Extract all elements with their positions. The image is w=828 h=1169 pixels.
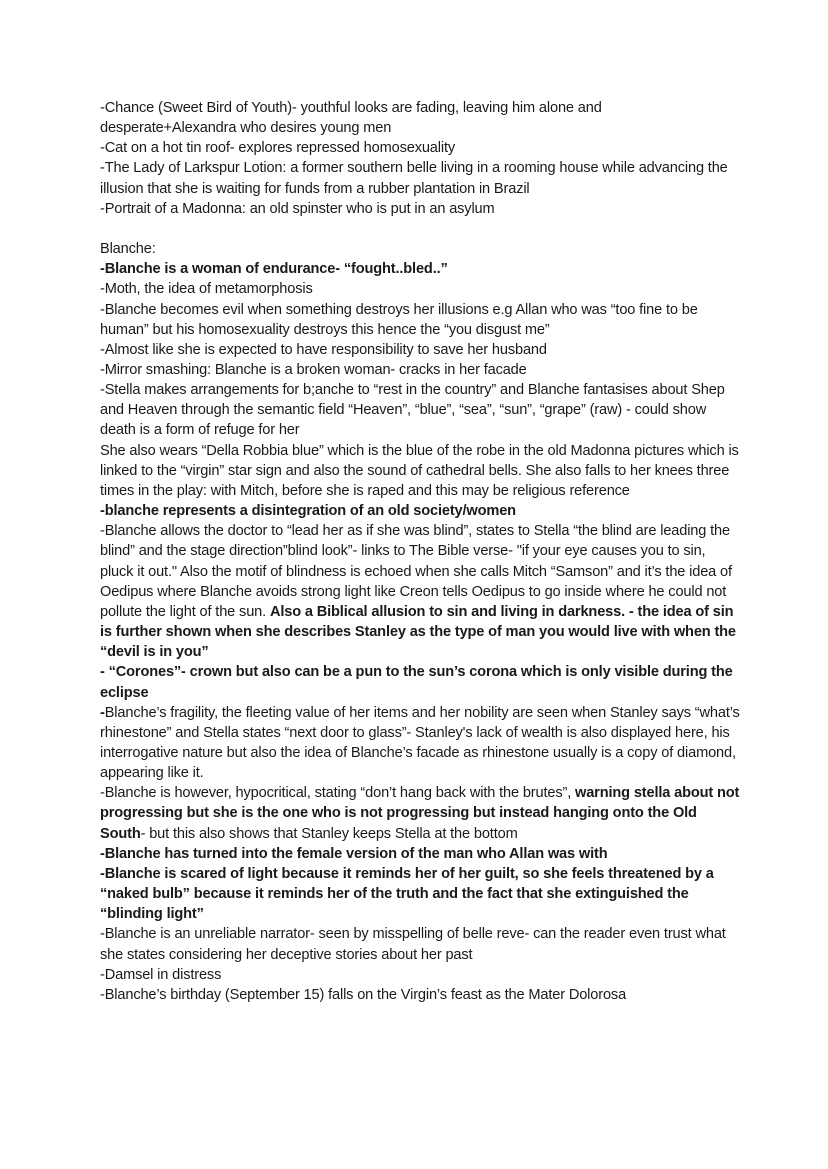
intro-item-portrait-madonna: -Portrait of a Madonna: an old spinster who is put in an asylum [100, 200, 495, 217]
note-fragility [100, 703, 740, 784]
note-unreliable-narrator: -Blanche is an unreliable narrator- seen by misspelling of belle reve- can the reader even trust what she states considering her deceptive stories about her past [100, 926, 726, 963]
note-hypocritical-bold: warning stella about not progressing but she is the one who is not progressing but instead hanging onto the Old South [100, 785, 740, 842]
note-mirror-smashing: -Mirror smashing: Blanche is a broken woman- cracks in her facade [100, 362, 527, 379]
note-disintegration: -blanche represents a disintegration of an old society/women [100, 503, 516, 520]
note-fragility-text: Blanche’s fragility, the fleeting value of her items and her nobility are seen when Stanley says “what’s rhinestone” and Stella states “next door to glass”- Stanley's lack of wealth is also displayed here, his interrogative nature but also the idea of Blanche’s facade as rhinestone usually is a copy of diamond, appearing like it. [100, 704, 740, 782]
note-fragility-dash: - [100, 704, 105, 721]
document-page [100, 98, 740, 1005]
note-blindness-biblical: Also a Biblical allusion to sin and living in darkness. - the idea of sin is further shown when she describes Stanley as the type of man you would live with when the “devil is in you” [100, 603, 736, 661]
note-rest-in-country: -Stella makes arrangements for b;anche to “rest in the country” and Blanche fantasises about Shep and Heaven through the semantic field “Heaven”, “blue”, “sea”, “sun”, “grape” (raw) - could show death is a form of refuge for her [100, 382, 725, 439]
note-hypocritical-text: -Blanche is however, hypocritical, stating “don’t hang back with the brutes”, [100, 785, 576, 802]
intro-item-cat-hot-tin-roof: -Cat on a hot tin roof- explores repressed homosexuality [100, 140, 456, 157]
note-endurance: -Blanche is a woman of endurance- “fought..bled..” [100, 261, 448, 278]
note-female-version: -Blanche has turned into the female version of the man who Allan was with [100, 845, 608, 862]
intro-item-larkspur-lotion: -The Lady of Larkspur Lotion: a former southern belle living in a rooming house while advancing the illusion that she is waiting for funds from a rubber plantation in Brazil [100, 160, 728, 197]
note-scared-of-light: -Blanche is scared of light because it reminds her of her guilt, so she feels threatened by a “naked bulb” because it reminds her of the truth and the fact that she extinguished the “blinding light” [100, 865, 714, 923]
section-heading-blanche: Blanche: [100, 241, 156, 258]
note-responsibility: -Almost like she is expected to have responsibility to save her husband [100, 341, 547, 358]
note-evil-illusions: -Blanche becomes evil when something destroys her illusions e.g Allan who was “too fine to be human” but his homosexuality destroys this hence the “you disgust me” [100, 301, 698, 338]
note-corones: - “Corones”- crown but also can be a pun to the sun’s corona which is only visible during the eclipse [100, 664, 733, 701]
note-blindness-text: -Blanche allows the doctor to “lead her as if she was blind”, states to Stella “the blind are leading the blind” and the stage direction”blind look”- links to The Bible verse- "if your eye causes you to sin, pluck it out." Also the motif of blindness is echoed when she calls Mitch “Samson” and it’s the idea of Oedipus where Blanche avoids strong light like Creon tells Oedipus to go inside where he could not pollute the light of the sun. [100, 523, 732, 620]
note-damsel: -Damsel in distress [100, 966, 222, 983]
note-moth: -Moth, the idea of metamorphosis [100, 281, 313, 298]
note-hypocritical [100, 783, 740, 843]
note-della-robbia-blue: She also wears “Della Robbia blue” which is the blue of the robe in the old Madonna pictures which is linked to the “virgin” star sign and also the sound of cathedral bells. She also falls to her knees three times in the play: with Mitch, before she is raped and this may be religious reference [100, 442, 739, 499]
note-blindness [100, 521, 740, 662]
intro-item-sweet-bird: -Chance (Sweet Bird of Youth)- youthful looks are fading, leaving him alone and desperate+Alexandra who desires young men [100, 100, 602, 137]
note-birthday: -Blanche’s birthday (September 15) falls on the Virgin’s feast as the Mater Dolorosa [100, 986, 627, 1003]
note-hypocritical-tail: - but this also shows that Stanley keeps Stella at the bottom [140, 825, 518, 842]
blank-line [100, 219, 740, 239]
